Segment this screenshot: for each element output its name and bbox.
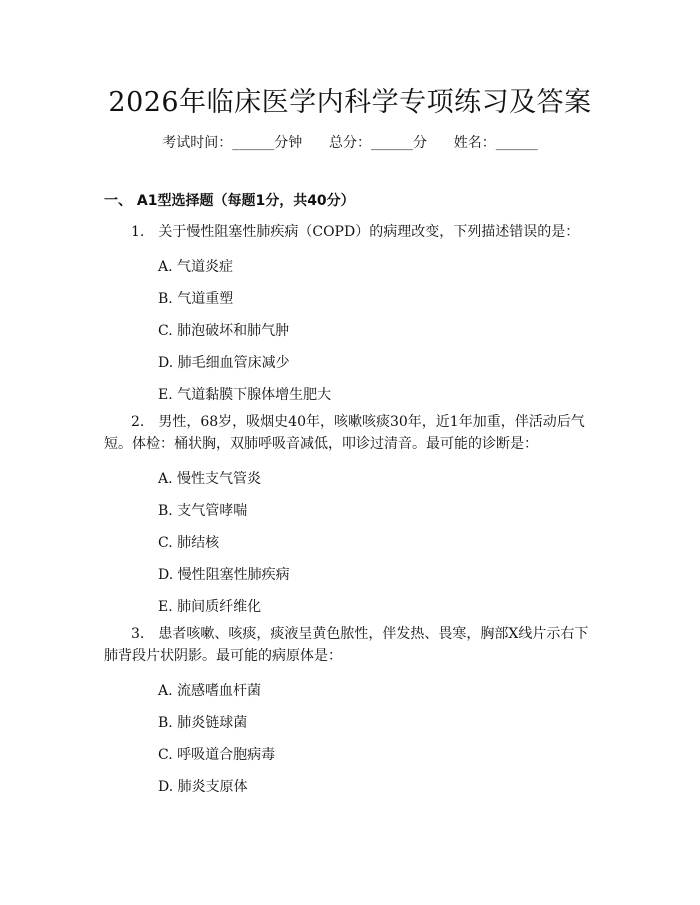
- document-title: 2026年临床医学内科学专项练习及答案: [108, 87, 592, 118]
- option-item: C. 肺泡破坏和肺气肿: [158, 323, 290, 339]
- option-item: E. 肺间质纤维化: [158, 599, 262, 615]
- option-item: B. 肺炎链球菌: [158, 715, 248, 731]
- time-unit: 分钟: [274, 135, 303, 151]
- question-stem: 1. 关于慢性阻塞性肺疾病（COPD）的病理改变，下列描述错误的是：: [131, 224, 580, 240]
- time-label: 考试时间：: [162, 135, 233, 151]
- option-item: D. 肺毛细血管床减少: [158, 355, 290, 371]
- option-item: B. 支气管哮喘: [158, 503, 248, 519]
- option-item: D. 肺炎支原体: [158, 779, 248, 795]
- option-item: C. 呼吸道合胞病毒: [158, 747, 276, 763]
- exam-meta: [0, 132, 700, 152]
- time-blank: ______: [232, 135, 275, 151]
- option-item: A. 气道炎症: [158, 259, 234, 275]
- name-label: 姓名：: [453, 135, 496, 151]
- name-blank: ______: [495, 135, 538, 151]
- option-item: A. 慢性支气管炎: [158, 471, 262, 487]
- score-label: 总分：: [329, 135, 371, 151]
- option-item: A. 流感嗜血杆菌: [158, 683, 262, 699]
- option-item: D. 慢性阻塞性肺疾病: [158, 567, 290, 583]
- section-heading: 一、 A1型选择题（每题1分，共40分）: [104, 193, 355, 209]
- score-blank: ______: [371, 135, 413, 151]
- option-item: E. 气道黏膜下腺体增生肥大: [158, 387, 332, 403]
- option-item: B. 气道重塑: [158, 291, 234, 307]
- option-item: C. 肺结核: [158, 535, 220, 551]
- question-stem: 3. 患者咳嗽、咳痰，痰液呈黄色脓性，伴发热、畏寒，胸部X线片示右下肺背段片状阴影。最可能的病原体是：: [104, 626, 589, 664]
- question-stem: 2. 男性，68岁，吸烟史40年，咳嗽咳痰30年，近1年加重，伴活动后气短。体检：桶状胸，双肺呼吸音减低，叩诊过清音。最可能的诊断是：: [104, 414, 585, 452]
- score-unit: 分: [413, 135, 427, 151]
